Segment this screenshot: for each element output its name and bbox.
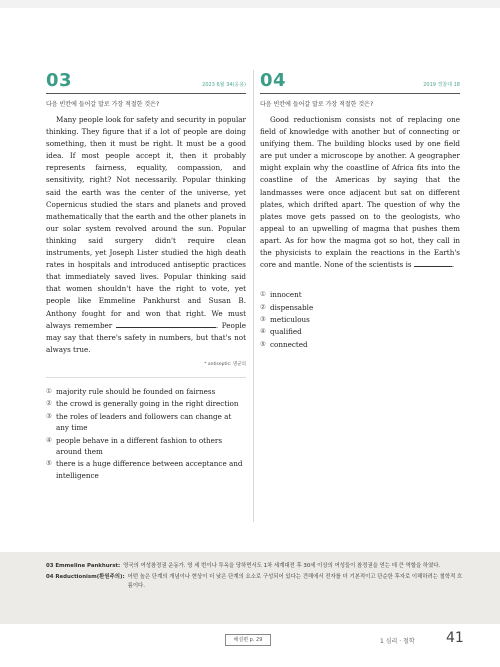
option[interactable]	[260, 339, 460, 350]
option-number: ③	[46, 411, 52, 420]
option[interactable]	[260, 314, 460, 325]
option-number: ①	[46, 386, 52, 395]
top-band	[0, 0, 500, 8]
answer-options	[260, 281, 460, 350]
option[interactable]	[260, 289, 460, 300]
question-source: 2023 6월 34(응용)	[202, 82, 246, 88]
glossary-term: 03 Emmeline Pankhurst:	[46, 563, 121, 569]
column-divider	[253, 70, 254, 522]
question-header	[260, 70, 460, 94]
option-text: there is a huge difference between acceptance and intelligence	[56, 459, 243, 480]
option[interactable]	[260, 326, 460, 337]
option-text: innocent	[270, 290, 302, 300]
option[interactable]	[260, 302, 460, 313]
passage-text: Many people look for safety and security in popular thinking. They figure that if a lot of people are doing something, then it must be right. It must be a good idea. If most people accept it, then it probably represents fairness, equality, compassion, and sensitivity, right? Not necessarily. Popular thinking said the earth was the center of the universe, yet Copernicus studied the stars and planets and proved mathematically that the earth and the other planets in our solar system revolved around the sun. Popular thinking said surgery didn't require clean instruments, yet Joseph Lister studied the high death rates in hospitals and introduced antiseptic practices that immediately saved lives. Popular thinking said that women shouldn't have the right to vote, yet people like Emmeline Pankhurst and Susan B. Anthony fought for and won that right. We must always remember	[46, 115, 246, 330]
option-number: ④	[260, 327, 266, 336]
option-text: dispensable	[270, 302, 314, 312]
option-number: ⑤	[46, 459, 52, 468]
option-text: people behave in a different fashion to others around them	[56, 435, 223, 456]
question-number: 03	[46, 70, 73, 91]
option-number: ⑤	[260, 339, 266, 348]
glossary-definition: 영국의 여성참정권 운동가. 영 세 번이나 투옥을 당하면서도 1차 세계대전 후 30세 이상의 여성들이 참정권을 얻는 데 큰 역할을 하였다.	[123, 563, 441, 569]
glossary-term: 04 Reductionism(환원주의):	[46, 574, 125, 581]
answer-blank	[414, 259, 455, 270]
glossary-definition: 어떤 높은 단계의 개념이나 현상이 더 낮은 단계의 요소로 구성되어 있다는 견해에서 전자를 더 기본적이고 단순한 후자로 이해하려는 철학적 흐름이다.	[127, 574, 463, 590]
option-text: the roles of leaders and followers can change at any time	[56, 411, 232, 433]
option-number: ①	[260, 290, 266, 299]
answer-page-reference: 해설편 p. 29	[225, 634, 271, 646]
page-footer	[0, 632, 500, 656]
passage	[260, 114, 460, 271]
option-text: the crowd is generally going in the right direction	[56, 399, 239, 409]
passage	[46, 114, 246, 356]
glossary-box	[0, 552, 500, 624]
section-title: 1 심리 · 철학	[380, 638, 415, 645]
option-text: connected	[270, 339, 308, 349]
question-number: 04	[260, 70, 287, 91]
footnote: * antiseptic: 멸균의	[204, 361, 246, 367]
answer-options	[46, 377, 246, 481]
option-number: ④	[46, 435, 52, 444]
question-prompt: 다음 빈칸에 들어갈 말로 가장 적절한 것은?	[46, 101, 160, 108]
option[interactable]	[46, 458, 246, 481]
option[interactable]	[46, 435, 246, 458]
option-text: majority rule should be founded on fairness	[56, 386, 216, 396]
question-header	[46, 70, 246, 94]
page-number: 41	[446, 630, 464, 646]
passage-text: Good reductionism consists not of replacing one field of knowledge with another but of connecting or unifying them. The building blocks used by one field are put under a microscope by another. A geographer might explain why the coastline of Africa fits into the coastline of the Americas by saying that the landmasses were once adjacent but sat on different plates, which drifted apart. The question of why the plates move gets passed on to the geologists, who appeal to an upwelling of magma that pushes them apart. As for how the magma got so hot, they call in the physicists to explain the reactions in the Earth's core and mantle. None of the scientists is	[260, 115, 460, 270]
passage-text-end: .	[451, 260, 455, 270]
glossary-item	[46, 562, 466, 571]
option[interactable]	[46, 411, 246, 434]
answer-blank	[116, 320, 216, 328]
question-03	[46, 70, 246, 482]
option[interactable]	[46, 398, 246, 409]
option-number: ②	[46, 399, 52, 408]
question-source: 2019 경찰대 18	[423, 82, 460, 88]
question-prompt: 다음 빈칸에 들어갈 말로 가장 적절한 것은?	[260, 101, 374, 108]
option-text: meticulous	[270, 315, 310, 325]
passage-text-end: . People may say that there's safety in numbers, but that's not always true.	[46, 320, 246, 354]
option-text: qualified	[270, 327, 302, 337]
option[interactable]	[46, 386, 246, 397]
option-number: ③	[260, 315, 266, 324]
glossary-item	[46, 573, 466, 591]
option-number: ②	[260, 302, 266, 311]
question-04	[260, 70, 460, 351]
